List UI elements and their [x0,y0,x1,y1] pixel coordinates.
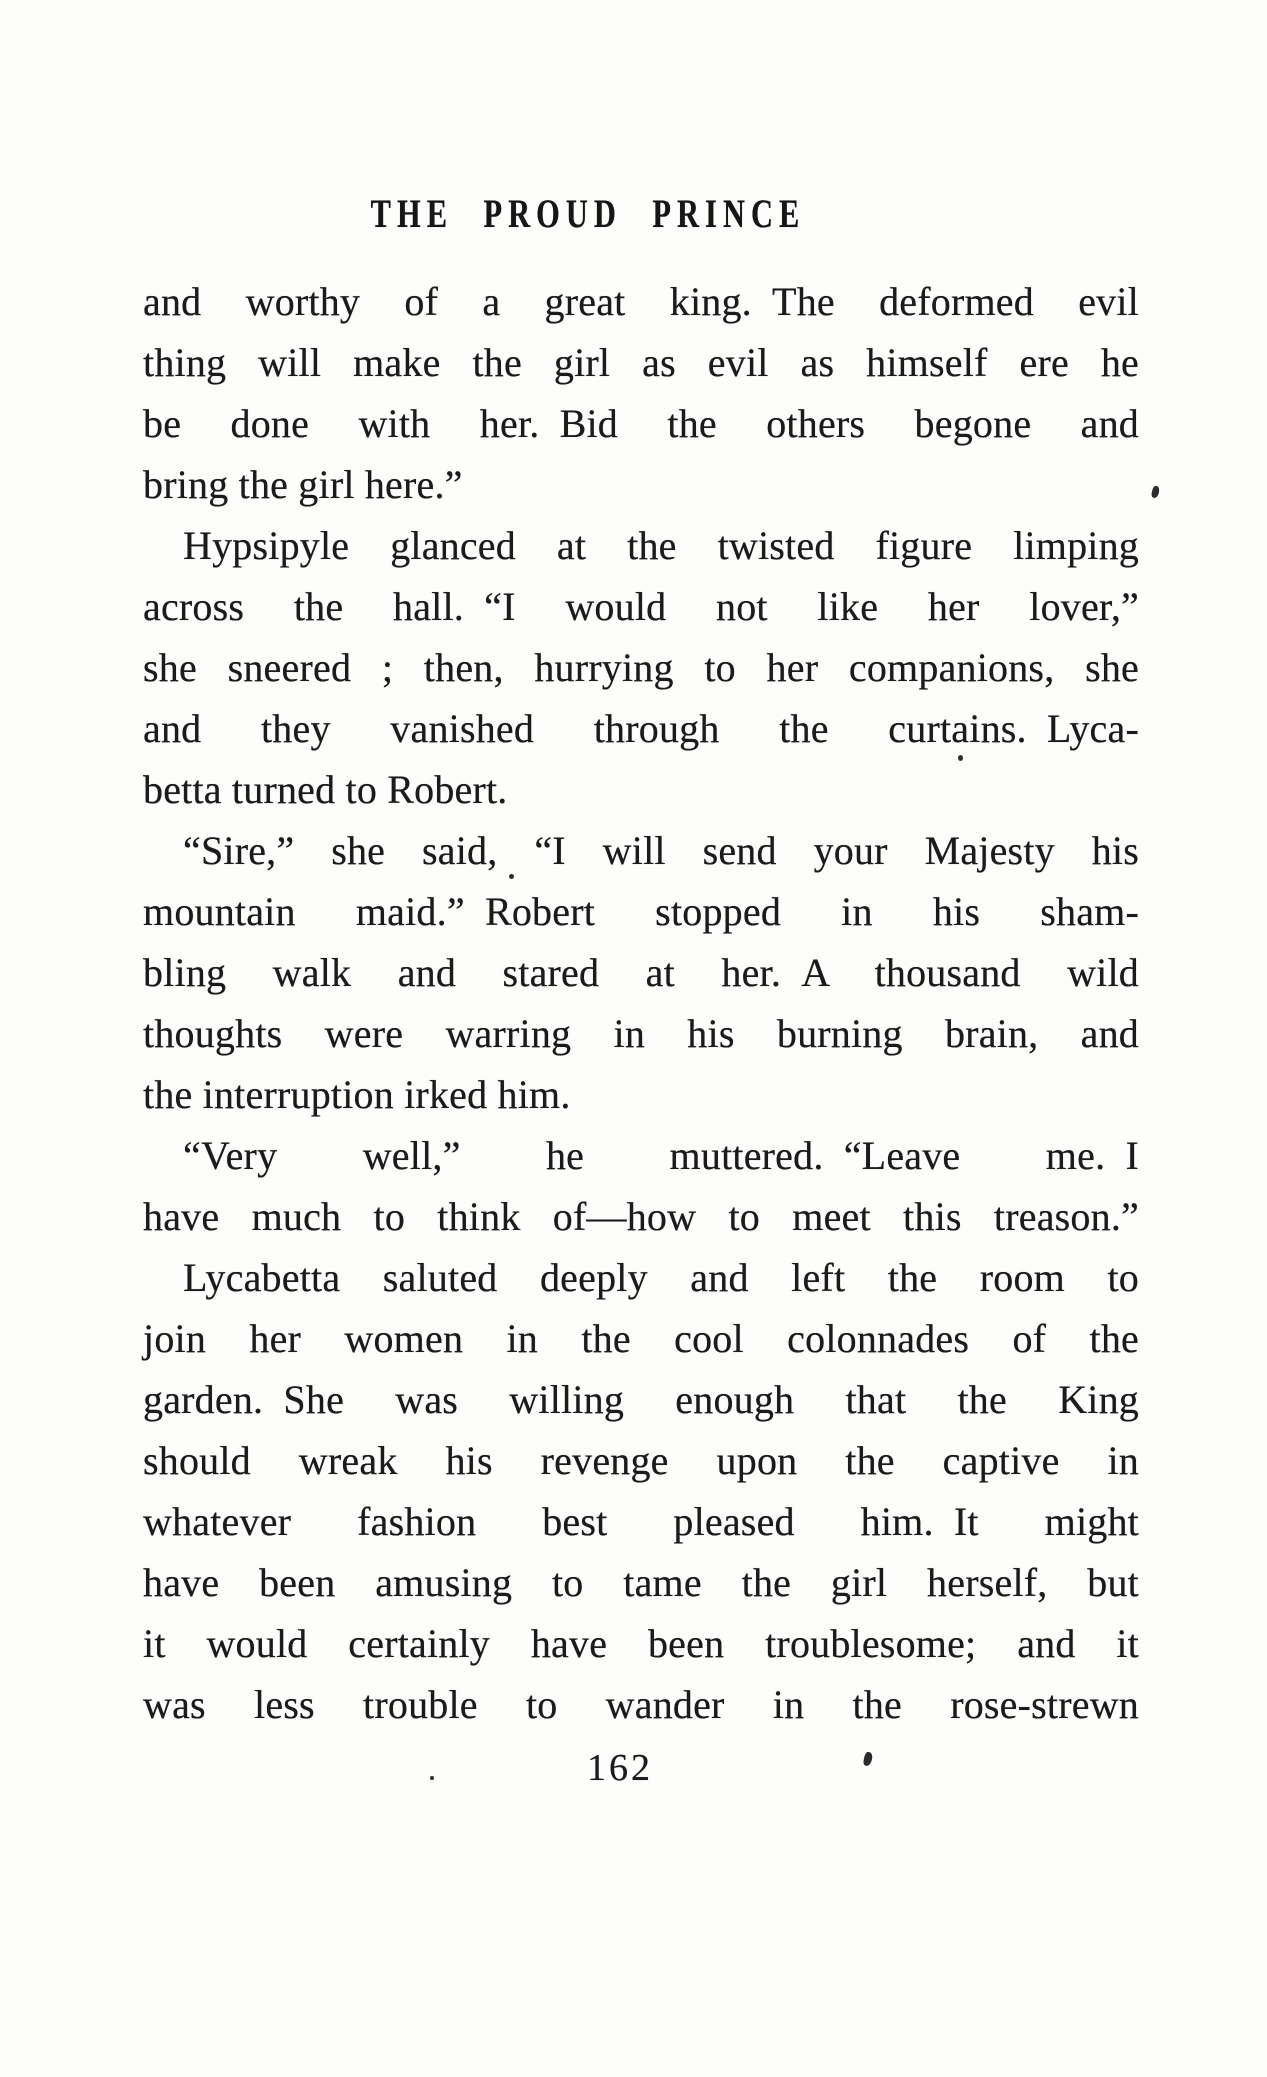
text-line: “Very well,” he muttered. “Leave me. I [183,1133,1139,1178]
ink-speck [958,755,963,761]
ink-speck [430,1776,434,1780]
ink-speck [1151,485,1160,498]
text-line: Lycabetta saluted deeply and left the room to [183,1255,1139,1300]
text-line: whatever fashion best pleased him. It might [143,1499,1139,1544]
running-header: THE PROUD PRINCE [370,191,806,236]
text-line: have much to think of—how to meet this treason.” [143,1194,1139,1239]
text-line: Hypsipyle glanced at the twisted figure limping [183,523,1139,568]
text-line: it would certainly have been troublesome; and it [143,1621,1139,1666]
text-line: join her women in the cool colonnades of the [143,1316,1139,1361]
text-line: betta turned to Robert. [143,767,508,812]
text-line: and worthy of a great king. The deformed evil [143,279,1139,324]
text-line: “Sire,” she said, “I will send your Majesty his [183,828,1139,873]
text-line: have been amusing to tame the girl herself, but [143,1560,1139,1605]
text-line: should wreak his revenge upon the captive in [143,1438,1139,1483]
text-line: and they vanished through the curtains. Lyca- [143,706,1139,751]
text-line: the interruption irked him. [143,1072,571,1117]
text-line: bring the girl here.” [143,462,463,507]
text-line: mountain maid.” Robert stopped in his sham- [143,889,1139,934]
text-line: be done with her. Bid the others begone and [143,401,1139,446]
text-line: across the hall. “I would not like her lover,” [143,584,1139,629]
ink-speck [509,874,514,879]
text-line: was less trouble to wander in the rose-strewn [143,1682,1139,1727]
text-line: bling walk and stared at her. A thousand wild [143,950,1139,995]
text-line: thoughts were warring in his burning brain, and [143,1011,1139,1056]
text-line: she sneered ; then, hurrying to her companions, she [143,645,1139,690]
page-number: 162 [587,1747,653,1789]
text-line: garden. She was willing enough that the King [143,1377,1139,1422]
text-block [143,271,1139,1735]
text-line: thing will make the girl as evil as himself ere he [143,340,1139,385]
